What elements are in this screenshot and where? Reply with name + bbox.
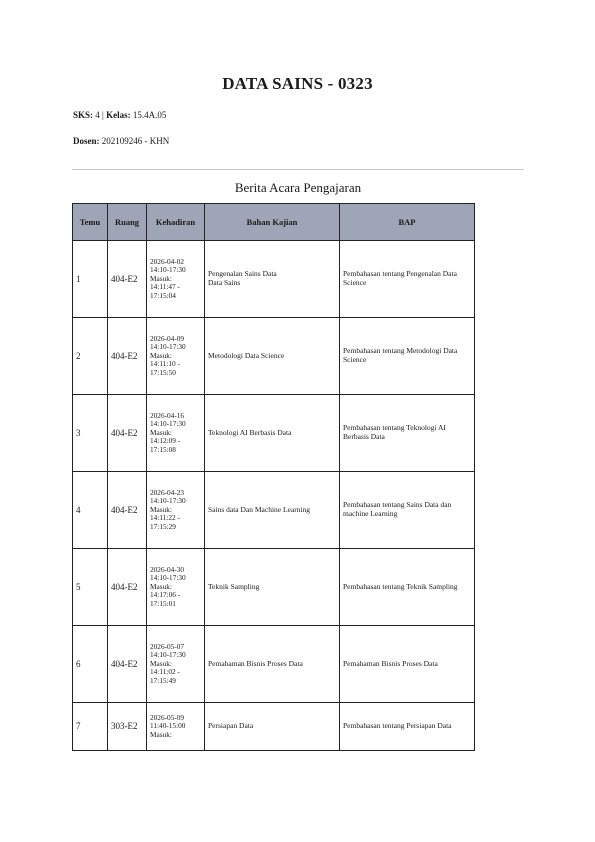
cell-kehadiran: 2026-04-16 14:10-17:30 Masuk: 14:12:09 - 17:15:08 — [147, 395, 205, 472]
table-row — [73, 626, 475, 703]
sks-label: SKS: — [73, 110, 94, 120]
kelas-value: 15.4A.05 — [132, 110, 167, 120]
sks-value: 4 — [95, 110, 100, 120]
cell-bap: Pembahasan tentang Pengenalan Data Science — [340, 241, 475, 318]
cell-kehadiran: 2026-04-09 14:10-17:30 Masuk: 14:11:10 - 17:15:50 — [147, 318, 205, 395]
column-header-bap: BAP — [340, 204, 475, 241]
cell-bahan-kajian: Sains data Dan Machine Learning — [205, 472, 340, 549]
cell-ruang: 404-E2 — [108, 318, 147, 395]
page-title: DATA SAINS - 0323 — [222, 74, 373, 93]
meta-separator: | — [102, 110, 104, 120]
cell-ruang: 404-E2 — [108, 395, 147, 472]
cell-temu: 6 — [73, 626, 108, 703]
table-header-row — [73, 204, 475, 241]
kelas-label: Kelas: — [106, 110, 131, 120]
cell-kehadiran: 2026-04-23 14:10-17:30 Masuk: 14:11:22 - 17:15:29 — [147, 472, 205, 549]
cell-kehadiran: 2026-05-09 11:40-15:00 Masuk: — [147, 703, 205, 751]
cell-ruang: 404-E2 — [108, 626, 147, 703]
cell-bap: Pembahasan tentang Teknologi AI Berbasis Data — [340, 395, 475, 472]
cell-temu: 2 — [73, 318, 108, 395]
dosen-label: Dosen: — [73, 136, 100, 146]
cell-bap: Pembahasan tentang Sains Data dan machine Learning — [340, 472, 475, 549]
table-row — [73, 241, 475, 318]
cell-temu: 4 — [73, 472, 108, 549]
section-title: Berita Acara Pengajaran — [234, 180, 362, 195]
course-meta-line — [73, 110, 166, 120]
table-row — [73, 395, 475, 472]
cell-ruang: 404-E2 — [108, 241, 147, 318]
cell-bap: Pemahaman Bisnis Proses Data — [340, 626, 475, 703]
cell-ruang: 303-E2 — [108, 703, 147, 751]
cell-bap: Pembahasan tentang Teknik Sampling — [340, 549, 475, 626]
table-row — [73, 472, 475, 549]
table-row — [73, 318, 475, 395]
column-header-temu: Temu — [73, 204, 108, 241]
header-divider — [72, 169, 524, 170]
attendance-table — [72, 203, 475, 751]
cell-bahan-kajian: Pemahaman Bisnis Proses Data — [205, 626, 340, 703]
cell-bahan-kajian: Teknik Sampling — [205, 549, 340, 626]
cell-bahan-kajian: Persiapan Data — [205, 703, 340, 751]
cell-ruang: 404-E2 — [108, 549, 147, 626]
cell-kehadiran: 2026-05-07 14:10-17:30 Masuk: 14:11:02 - 17:15:49 — [147, 626, 205, 703]
column-header-bahan-kajian: Bahan Kajian — [205, 204, 340, 241]
cell-kehadiran: 2026-04-30 14:10-17:30 Masuk: 14:17:06 - 17:15:01 — [147, 549, 205, 626]
cell-ruang: 404-E2 — [108, 472, 147, 549]
cell-bahan-kajian: Metodologi Data Science — [205, 318, 340, 395]
column-header-ruang: Ruang — [108, 204, 147, 241]
cell-temu: 5 — [73, 549, 108, 626]
cell-bap: Pembahasan tentang Persiapan Data — [340, 703, 475, 751]
column-header-kehadiran: Kehadiran — [147, 204, 205, 241]
dosen-value: 202109246 - KHN — [101, 136, 170, 146]
cell-kehadiran: 2026-04-02 14:10-17:30 Masuk: 14:11:47 - 17:15:04 — [147, 241, 205, 318]
table-row — [73, 549, 475, 626]
cell-bap: Pembahasan tentang Metodologi Data Science — [340, 318, 475, 395]
cell-bahan-kajian: Teknologi AI Berbasis Data — [205, 395, 340, 472]
cell-temu: 3 — [73, 395, 108, 472]
cell-bahan-kajian: Pengenalan Sains Data Data Sains — [205, 241, 340, 318]
cell-temu: 1 — [73, 241, 108, 318]
cell-temu: 7 — [73, 703, 108, 751]
lecturer-line — [73, 136, 169, 146]
table-row — [73, 703, 475, 751]
